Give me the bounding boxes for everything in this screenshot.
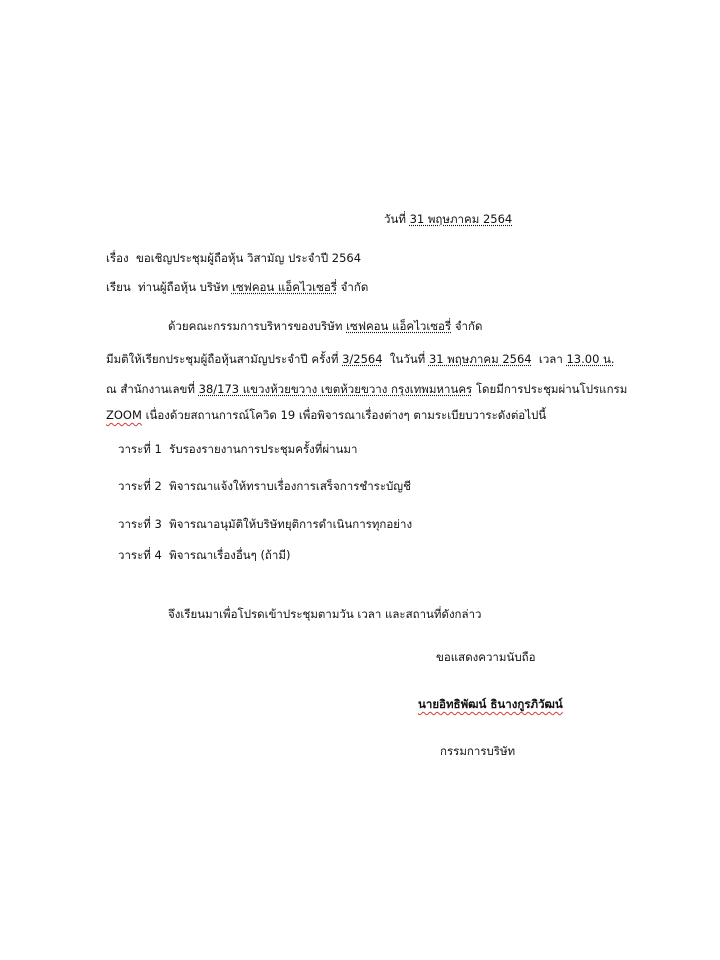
agenda-item [118,548,290,562]
agenda-item [118,517,412,531]
recipient-text: ท่านผู้ถือหุ้น บริษัท [138,280,229,294]
agenda-item [118,442,357,456]
venue-address: 38/173 แขวงห้วยขวาง เขตห้วยขวาง กรุงเทพมหานคร [198,382,473,396]
covid-reason: เนื่องด้วยสถานการณ์โควิด 19 [145,408,296,422]
agenda-label: วาระที่ 3 [118,517,162,531]
venue-label: ณ สำนักงานเลขที่ [106,382,195,396]
signer-name: นายอิทธิพัฒน์ ธินางกูรภิวัฒน์ [418,697,563,711]
subject-text: ขอเชิญประชุมผู้ถือหุ้น วิสามัญ ประจำปี 2564 [135,251,362,265]
zoom-text: ZOOM [106,408,142,422]
agenda-text: พิจารณาเรื่องอื่นๆ (ถ้ามี) [169,548,291,562]
recipient-suffix: จำกัด [340,280,369,294]
closing-invite: จึงเรียนมาเพื่อโปรดเข้าประชุมตามวัน เวลา และสถานที่ดังกล่าว [168,607,482,621]
body-line-1 [168,319,482,333]
body-line-2 [106,352,615,366]
agenda-text: พิจารณาอนุมัติให้บริษัทยุติการดำเนินการทุกอย่าง [169,517,413,531]
agenda-item [118,479,411,493]
signer-position: กรรมการบริษัท [440,744,516,758]
date-line [384,212,512,226]
agenda-label: วาระที่ 2 [118,479,162,493]
body-line-4 [106,408,546,422]
subject-label: เรื่อง [106,251,129,265]
recipient-label: เรียน [106,280,131,294]
date-prefix: วันที่ [384,212,406,226]
meeting-call: มีมติให้เรียกประชุมผู้ถือหุ้นสามัญประจำปี ครั้งที่ [106,352,339,366]
body-company: เซฟคอน แอ็คไวเซอรี่ [346,319,452,333]
venue-online: โดยมีการประชุมผ่านโปรแกรม [475,382,628,396]
closing-regards: ขอแสดงความนับถือ [436,650,536,664]
meeting-number: 3/2564 [342,352,383,366]
body-line-3 [106,382,627,396]
meeting-date-label: ในวันที่ [389,352,426,366]
agenda-intro: เพื่อพิจารณาเรื่องต่างๆ ตามระเบียบวาระดังต่อไปนี้ [298,408,547,422]
meeting-time: 13.00 น. [566,352,615,366]
meeting-date: 31 พฤษภาคม 2564 [428,352,532,366]
recipient-company: เซฟคอน แอ็คไวเซอรี่ [231,280,338,294]
letter-date: 31 พฤษภาคม 2564 [409,212,513,226]
agenda-text: พิจารณาแจ้งให้ทราบเรื่องการเสร็จการชำระบัญชี [169,479,411,493]
agenda-label: วาระที่ 4 [118,548,162,562]
agenda-text: รับรองรายงานการประชุมครั้งที่ผ่านมา [169,442,358,456]
body-intro: ด้วยคณะกรรมการบริหารของบริษัท [168,319,343,333]
subject-line [106,251,361,265]
meeting-time-label: เวลา [538,352,563,366]
recipient-line [106,280,368,294]
agenda-label: วาระที่ 1 [118,442,162,456]
body-company-suffix: จำกัด [454,319,483,333]
